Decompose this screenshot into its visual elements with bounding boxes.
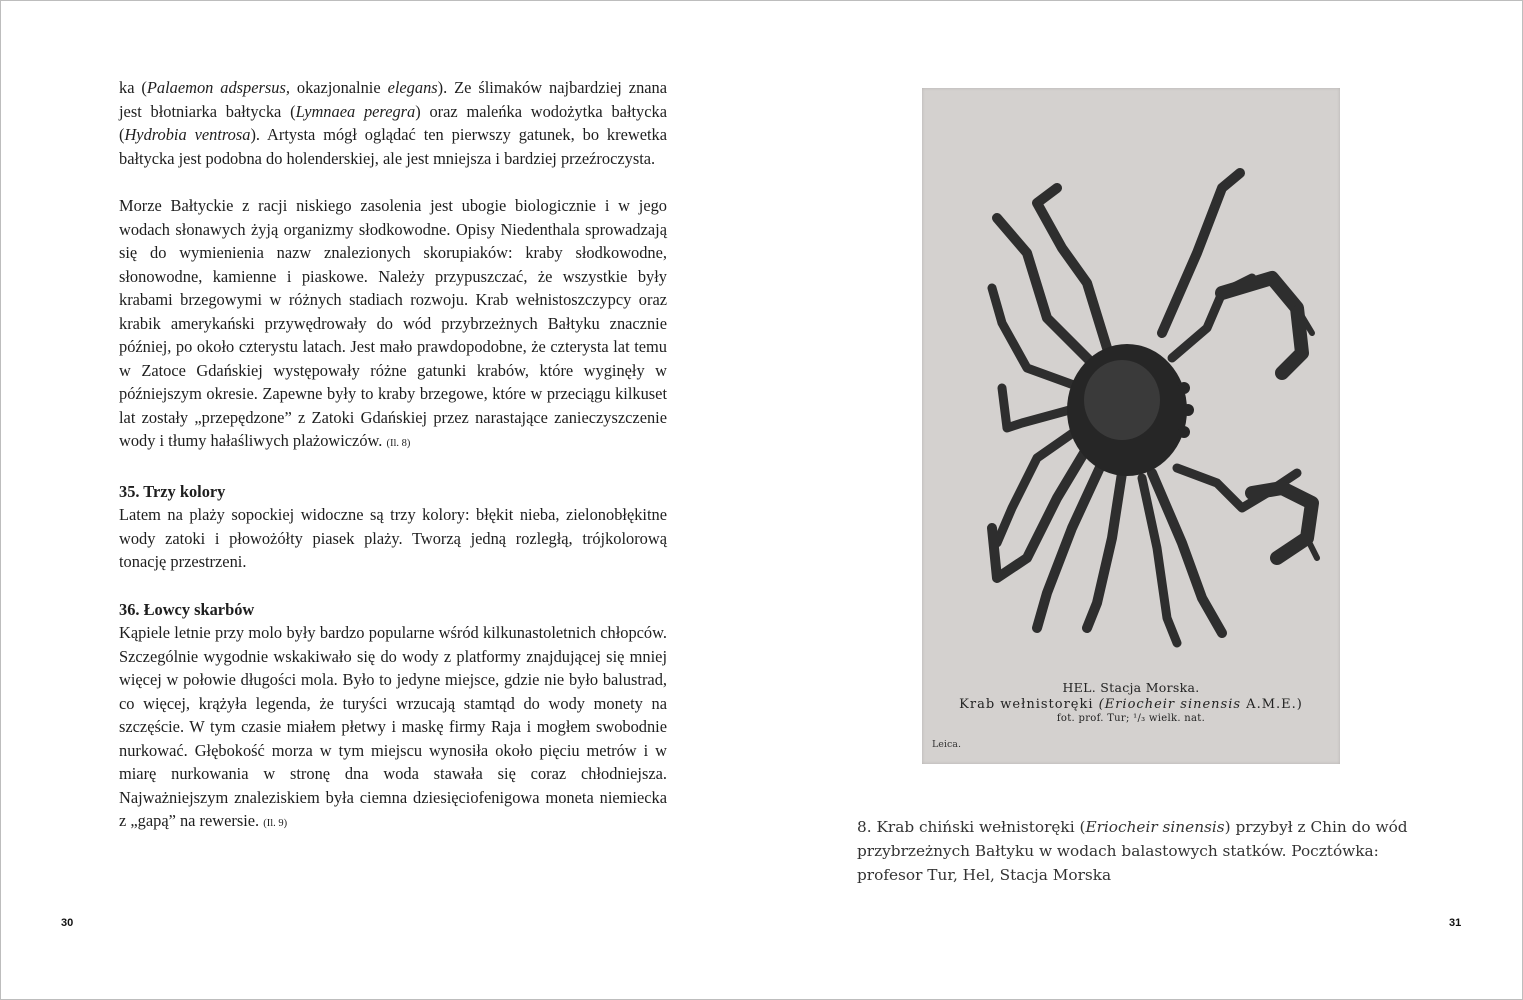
illustration-ref-8: (Il. 8) xyxy=(386,438,411,449)
illustration-ref-9: (Il. 9) xyxy=(263,818,288,829)
text-run-8: ). Artysta mógł oglądać ten pierwszy gatunek, bo krewetka bałtycka jest podobna do holenderskiej, ale jest mniejsza i bardziej przeźroczysta. xyxy=(119,125,667,168)
text-run-0: 8. Krab chiński wełnistoręki ( xyxy=(857,818,1086,836)
postcard-publisher-label: Leica. xyxy=(932,739,961,750)
postcard-species-latin: (Eriocheir sinensis xyxy=(1098,697,1242,712)
paragraph-baltic-sea xyxy=(119,194,667,456)
italic-run-3: elegans xyxy=(387,78,438,97)
postcard-species-label xyxy=(922,697,1340,712)
paragraph-shrimp-snails xyxy=(119,76,667,170)
section-heading-36: 36. Łowcy skarbów xyxy=(119,599,255,619)
paragraph-three-colors: Latem na plaży sopockiej widoczne są trzy kolory: błękit nieba, zielonobłękitne wody zatoki i płowożółty piasek plaży. Tworzą jedną rozległą, trójkolorową tonację przestrzeni. xyxy=(119,505,667,571)
italic-run-1: Palaemon adspersus, xyxy=(146,78,290,97)
paragraph-treasure-hunters xyxy=(119,621,667,836)
postcard-species-common: Krab wełnistoręki xyxy=(959,697,1099,712)
text-run-6: ) oraz maleńka wodożytka bałtycka ( xyxy=(119,101,667,144)
italic-run-5: Lymnaea peregra xyxy=(295,101,416,121)
crab-photo xyxy=(922,88,1340,764)
italic-run-7: Hydrobia ventrosa xyxy=(124,125,251,144)
text-run-2: ) przybył z Chin do wód przybrzeżnych Bałtyku w wodach balastowych statków. Pocztówka: profesor Tur, Hel, Stacja Morska xyxy=(857,818,1408,884)
crab-postcard-image xyxy=(922,88,1340,764)
italic-run-1: Eriocheir sinensis xyxy=(1085,818,1225,836)
paragraph-treasure-text: Kąpiele letnie przy molo były bardzo popularne wśród kilkunastoletnich chłopców. Szczególnie wygodnie wskakiwało się do wody z platformy znajdującej się mniej więcej w połowie długości mola. Było to jedyne miejsce, gdzie nie było balustrad, co więcej, krążyła legenda, że turyści wrzucają stamtąd do wody monety na szczęście. W tym czasie miałem płetwy i maskę firmy Raja i mogłem swobodnie nurkować. Głębokość morza w tym miejscu wynosiła około pięciu metrów i w miarę nurkowania w stronę dna woda stawała się coraz chłodniejsza. Najważniejszym znaleziskiem była ciemna dziesięciofenigowa moneta niemiecka z „gapą” na rewersie. xyxy=(119,623,667,830)
text-run-2: okazjonalnie xyxy=(289,78,388,97)
figure-caption xyxy=(857,815,1427,887)
text-run-0: ka ( xyxy=(119,78,147,97)
left-text-column xyxy=(119,76,667,836)
section-heading-35: 35. Trzy kolory xyxy=(119,481,226,501)
postcard-credit-label: fot. prof. Tur; ¹/₃ wielk. nat. xyxy=(1056,713,1206,724)
page-number-left: 30 xyxy=(61,917,74,929)
postcard-location-label: HEL. Stacja Morska. xyxy=(1062,680,1200,695)
text-run-4: ). Ze ślimaków najbardziej znana jest błotniarka bałtycka ( xyxy=(119,78,668,121)
paragraph-baltic-text: Morze Bałtyckie z racji niskiego zasolenia jest ubogie biologicznie i w jego wodach słonawych żyją organizmy słodkowodne. Opisy Niedenthala sprowadzają się do wymienienia nazw znalezionych skorupiaków: kraby słodkowodne, słonowodne, kamienne i piaskowe. Należy przypuszczać, że wszystkie były krabami brzegowymi w różnych stadiach rozwoju. Krab wełnistoszczypcy oraz krabik amerykański przywędrowały do wód przybrzeżnych Bałtyku znacznie później, po około czterystu latach. Jest mało prawdopodobne, że czterysta lat temu w Zatoce Gdańskiej występowały różne gatunki krabów, które wyginęły w późniejszym okresie. Zapewne były to kraby brzegowe, które w przeciągu kilkuset lat zostały „przepędzone” z Zatoki Gdańskiej przez narastające zanieczyszczenie wody i tłumy hałaśliwych plażowiczów. xyxy=(119,196,667,450)
page-number-right: 31 xyxy=(1449,917,1462,929)
postcard-species-author: A.M.E.) xyxy=(1241,697,1303,712)
